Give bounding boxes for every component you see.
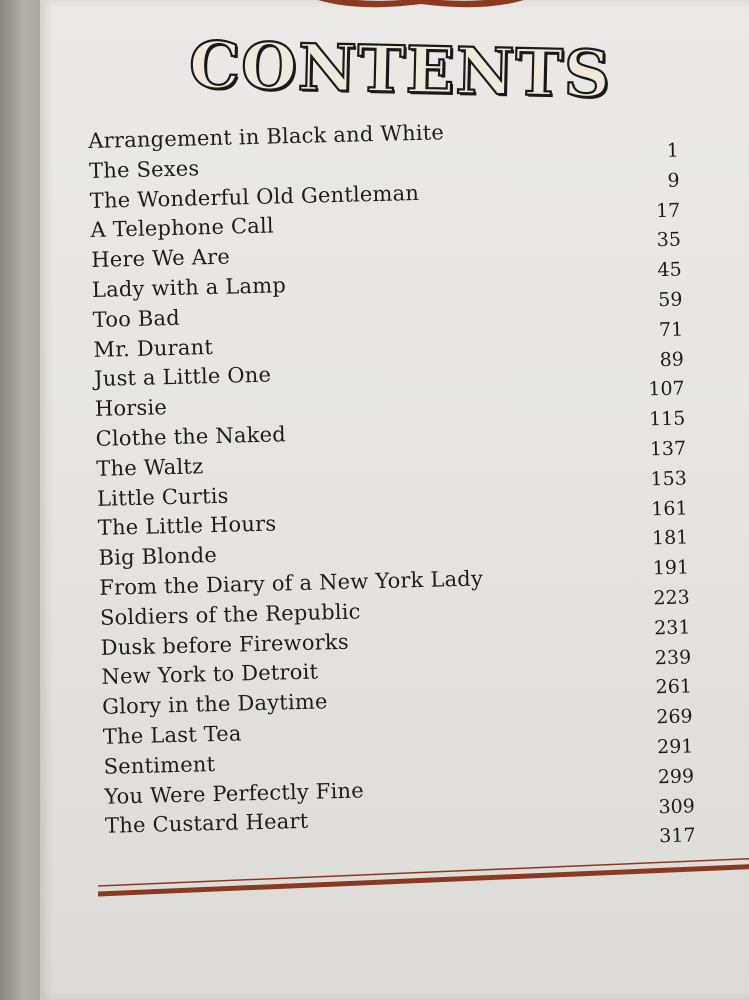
toc-entry-title: The Little Hours [97, 511, 277, 541]
toc-entry-page-number: 239 [654, 646, 692, 669]
footer-rule-thick [98, 866, 749, 894]
toc-entry-title: Too Bad [92, 305, 181, 332]
toc-entry-title: Lady with a Lamp [91, 273, 287, 302]
toc-entry-page-number: 291 [656, 735, 694, 759]
toc-entry-page-number: 35 [656, 228, 682, 252]
toc-entry-title: The Wonderful Old Gentleman [89, 180, 420, 213]
header-ornament-icon [318, 0, 524, 8]
toc-entry-title: You Were Perfectly Fine [104, 778, 365, 809]
toc-entry-title: The Last Tea [102, 721, 242, 749]
toc-entry-page-number: 1 [666, 139, 680, 162]
toc-entry-title: Just a Little One [93, 362, 272, 392]
toc-entry-title: Mr. Durant [93, 334, 214, 362]
toc-entry-title: A Telephone Call [90, 213, 275, 243]
toc-entry-page-number: 191 [652, 556, 690, 580]
toc-entry-page-number: 269 [656, 705, 693, 729]
toc-entry-title: Clothe the Naked [95, 422, 287, 451]
toc-entry-title: New York to Detroit [101, 659, 319, 690]
toc-entry-title: Dusk before Fireworks [100, 629, 350, 660]
toc-entry-page-number: 181 [651, 526, 689, 550]
contents-list [88, 111, 705, 848]
footer-rule [58, 850, 749, 910]
toc-entry-page-number: 71 [658, 318, 684, 341]
toc-entry-page-number: 89 [659, 348, 685, 371]
toc-entry-page-number: 59 [657, 288, 683, 312]
toc-entry-title: The Custard Heart [104, 809, 309, 839]
toc-entry-page-number: 223 [653, 586, 690, 610]
toc-entry-page-number: 299 [657, 765, 695, 789]
toc-entry-page-number: 137 [649, 437, 687, 461]
toc-entry-title: Arrangement in Black and White [88, 120, 445, 153]
toc-entry-page-number: 45 [657, 258, 682, 282]
toc-entry-page-number: 309 [658, 794, 696, 818]
toc-entry-title: Soldiers of the Republic [99, 599, 361, 630]
page-title: CONTENTS [188, 28, 612, 113]
toc-entry-title: Horsie [94, 395, 168, 422]
toc-entry-page-number: 161 [650, 497, 688, 520]
toc-entry-title: Sentiment [103, 751, 216, 779]
toc-entry-title: The Waltz [96, 454, 204, 481]
toc-entry-page-number: 17 [655, 199, 681, 222]
toc-entry-page-number: 115 [648, 407, 686, 431]
toc-entry-page-number: 231 [653, 616, 691, 640]
toc-entry-page-number: 317 [658, 824, 696, 848]
toc-entry-page-number: 261 [655, 675, 693, 699]
toc-entry-title: From the Diary of a New York Lady [98, 566, 484, 600]
toc-entry-title: Here We Are [90, 244, 231, 273]
book-spine-shadow [0, 0, 44, 1000]
toc-entry-title: Big Blonde [98, 543, 218, 571]
toc-entry-title: Little Curtis [96, 483, 229, 511]
toc-entry-page-number: 107 [648, 377, 685, 401]
toc-entry-page-number: 9 [667, 169, 680, 192]
toc-entry-title: The Sexes [88, 156, 200, 183]
toc-entry-title: Glory in the Daytime [101, 689, 328, 720]
toc-entry-page-number: 153 [650, 467, 688, 491]
